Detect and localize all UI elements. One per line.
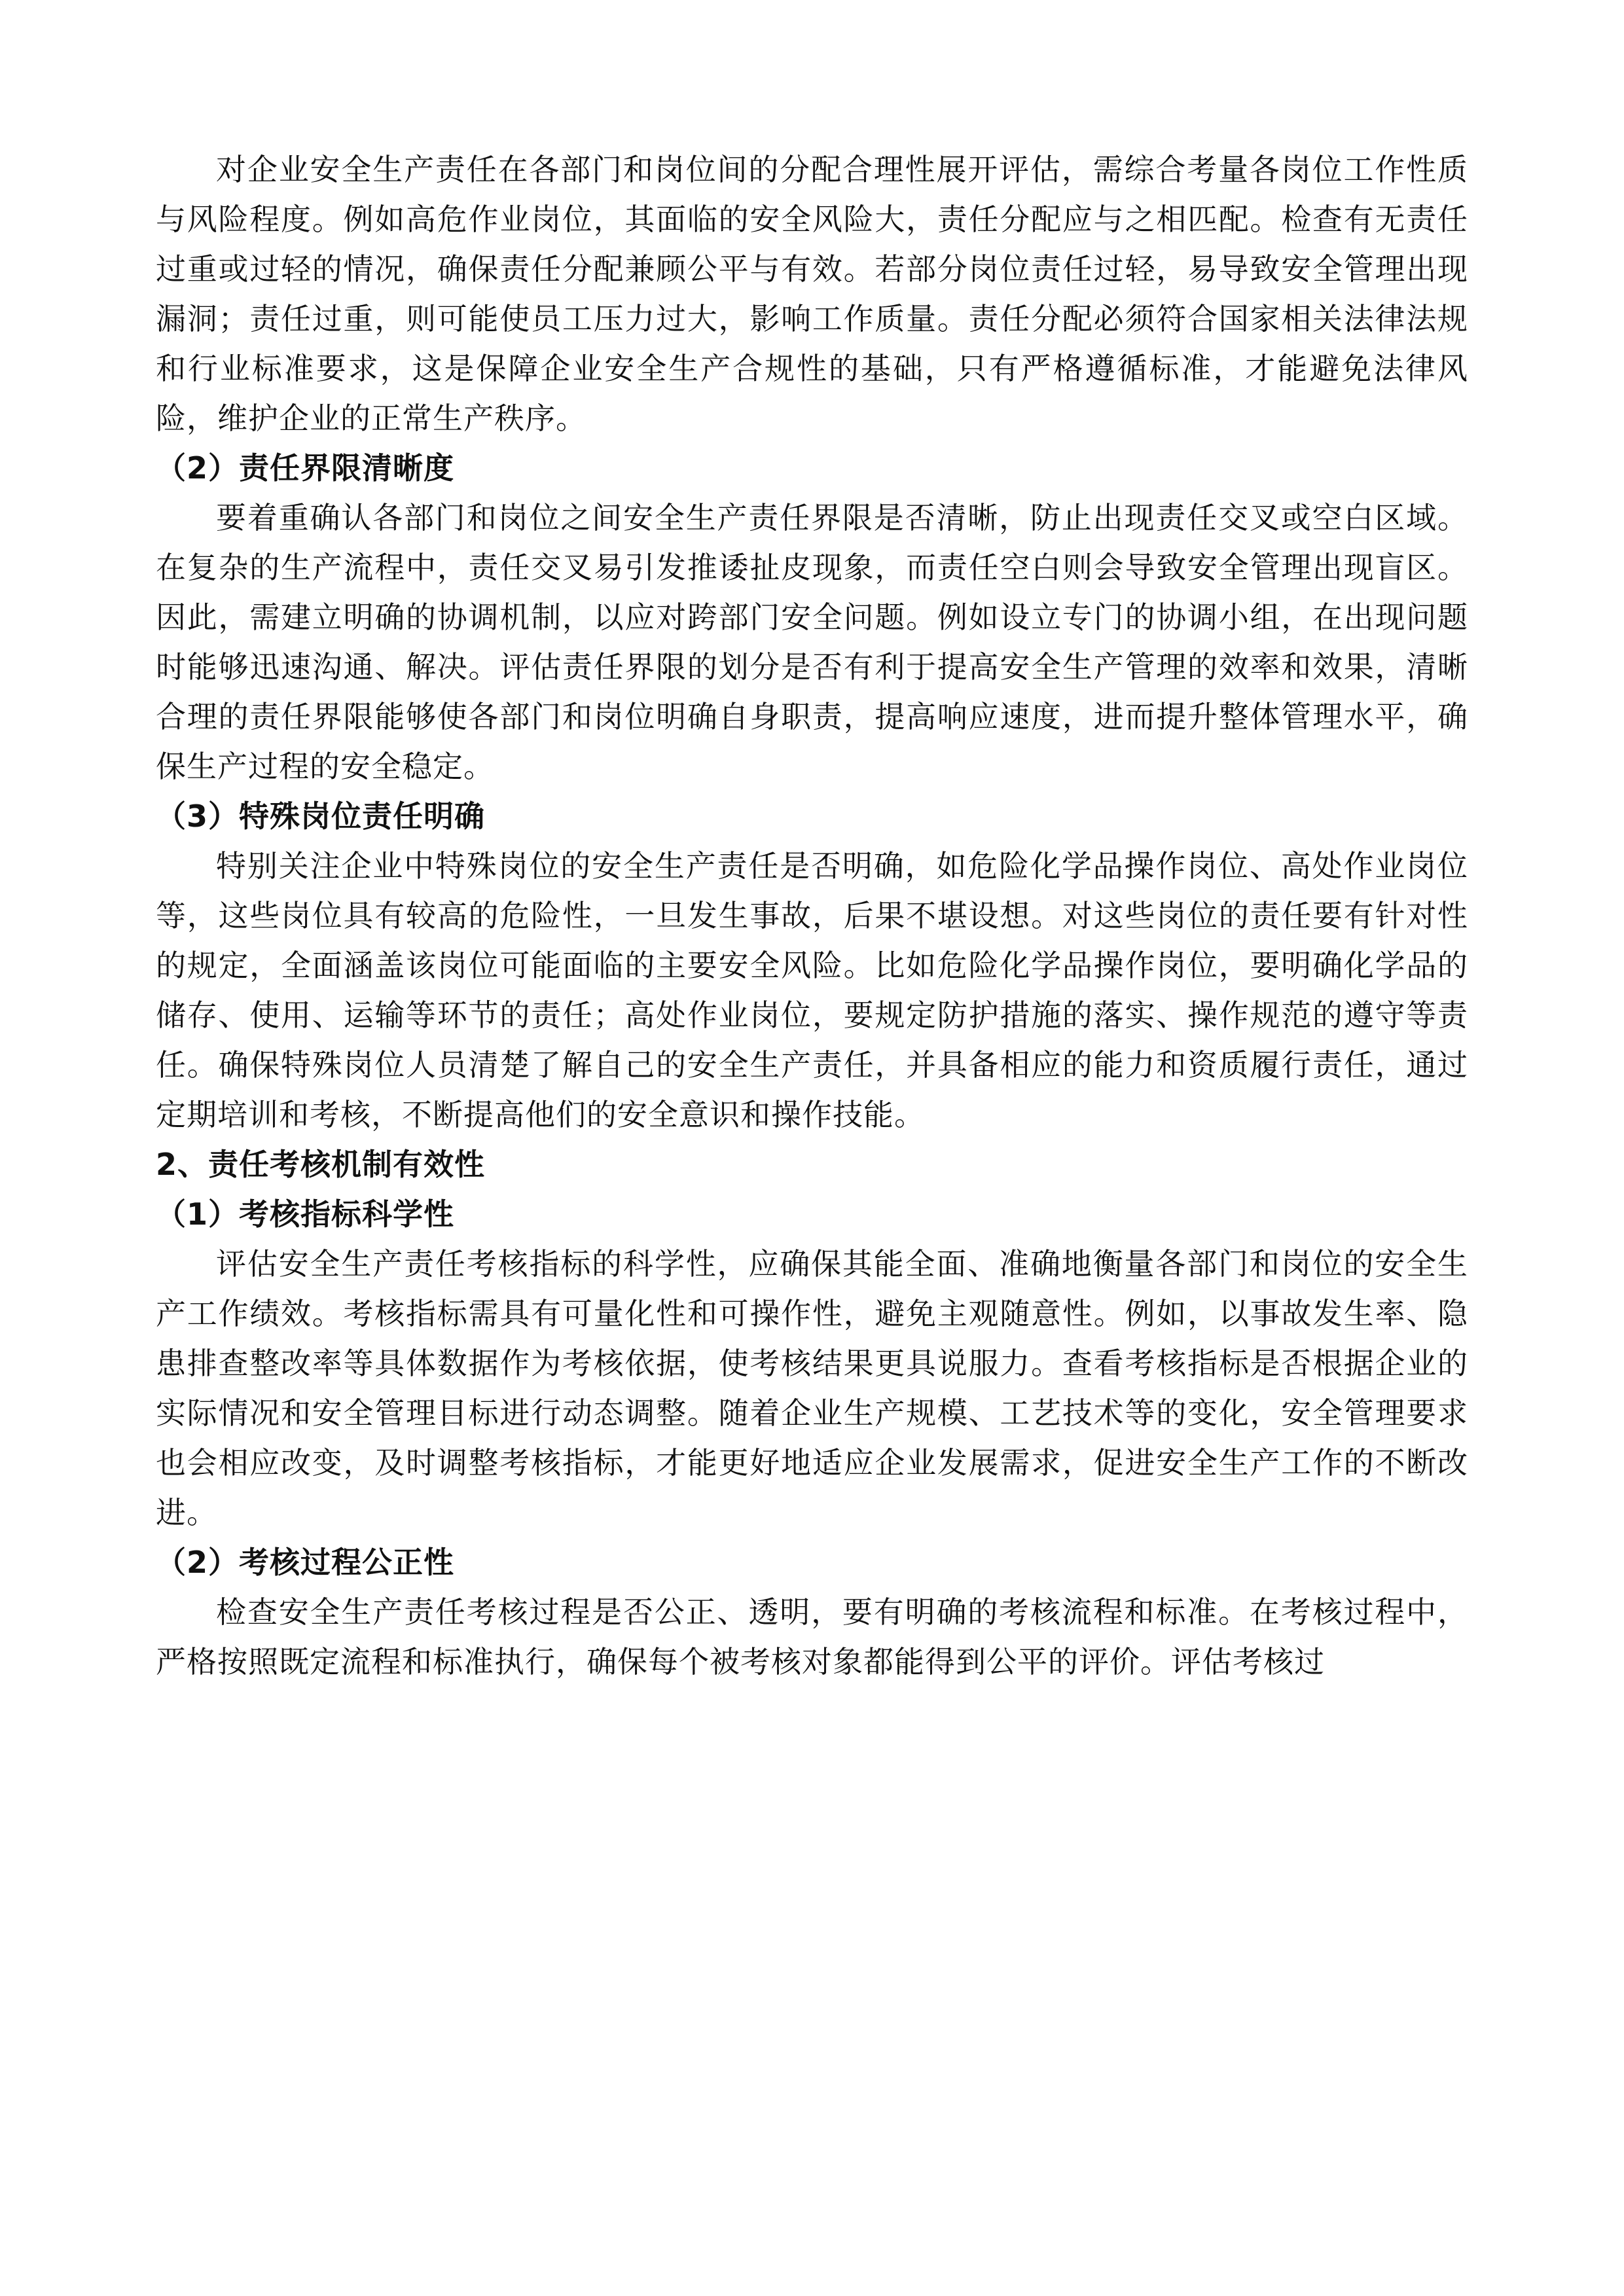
heading-special-positions: （3）特殊岗位责任明确	[156, 798, 486, 834]
heading-assessment-indicators: （1）考核指标科学性	[156, 1196, 455, 1232]
paragraph-responsibility-allocation: 对企业安全生产责任在各部门和岗位间的分配合理性展开评估，需综合考量各岗位工作性质与风险程度。例如高危作业岗位，其面临的安全风险大，责任分配应与之相匹配。检查有无责任过重或过轻的情况，确保责任分配兼顾公平与有效。若部分岗位责任过轻，易导致安全管理出现漏洞；责任过重，则可能使员工压力过大，影响工作质量。责任分配必须符合国家相关法律法规和行业标准要求，这是保障企业安全生产合规性的基础，只有严格遵循标准，才能避免法律风险，维护企业的正常生产秩序。	[156, 152, 1468, 436]
document-body	[156, 145, 1468, 1687]
paragraph-responsibility-boundary: 要着重确认各部门和岗位之间安全生产责任界限是否清晰，防止出现责任交叉或空白区域。在复杂的生产流程中，责任交叉易引发推诿扯皮现象，而责任空白则会导致安全管理出现盲区。因此，需建立明确的协调机制，以应对跨部门安全问题。例如设立专门的协调小组，在出现问题时能够迅速沟通、解决。评估责任界限的划分是否有利于提高安全生产管理的效率和效果，清晰合理的责任界限能够使各部门和岗位明确自身职责，提高响应速度，进而提升整体管理水平，确保生产过程的安全稳定。	[156, 500, 1468, 784]
paragraph-assessment-fairness: 检查安全生产责任考核过程是否公正、透明，要有明确的考核流程和标准。在考核过程中，严格按照既定流程和标准执行，确保每个被考核对象都能得到公平的评价。评估考核过	[156, 1594, 1468, 1679]
heading-responsibility-boundary: （2）责任界限清晰度	[156, 450, 455, 486]
section-heading-assessment-mechanism: 2、责任考核机制有效性	[156, 1147, 486, 1182]
paragraph-assessment-indicators: 评估安全生产责任考核指标的科学性，应确保其能全面、准确地衡量各部门和岗位的安全生产工作绩效。考核指标需具有可量化性和可操作性，避免主观随意性。例如，以事故发生率、隐患排查整改率等具体数据作为考核依据，使考核结果更具说服力。查看考核指标是否根据企业的实际情况和安全管理目标进行动态调整。随着企业生产规模、工艺技术等的变化，安全管理要求也会相应改变，及时调整考核指标，才能更好地适应企业发展需求，促进安全生产工作的不断改进。	[156, 1246, 1468, 1530]
paragraph-special-positions: 特别关注企业中特殊岗位的安全生产责任是否明确，如危险化学品操作岗位、高处作业岗位等，这些岗位具有较高的危险性，一旦发生事故，后果不堪设想。对这些岗位的责任要有针对性的规定，全面涵盖该岗位可能面临的主要安全风险。比如危险化学品操作岗位，要明确化学品的储存、使用、运输等环节的责任；高处作业岗位，要规定防护措施的落实、操作规范的遵守等责任。确保特殊岗位人员清楚了解自己的安全生产责任，并具备相应的能力和资质履行责任，通过定期培训和考核，不断提高他们的安全意识和操作技能。	[156, 848, 1468, 1132]
heading-assessment-fairness: （2）考核过程公正性	[156, 1545, 455, 1580]
